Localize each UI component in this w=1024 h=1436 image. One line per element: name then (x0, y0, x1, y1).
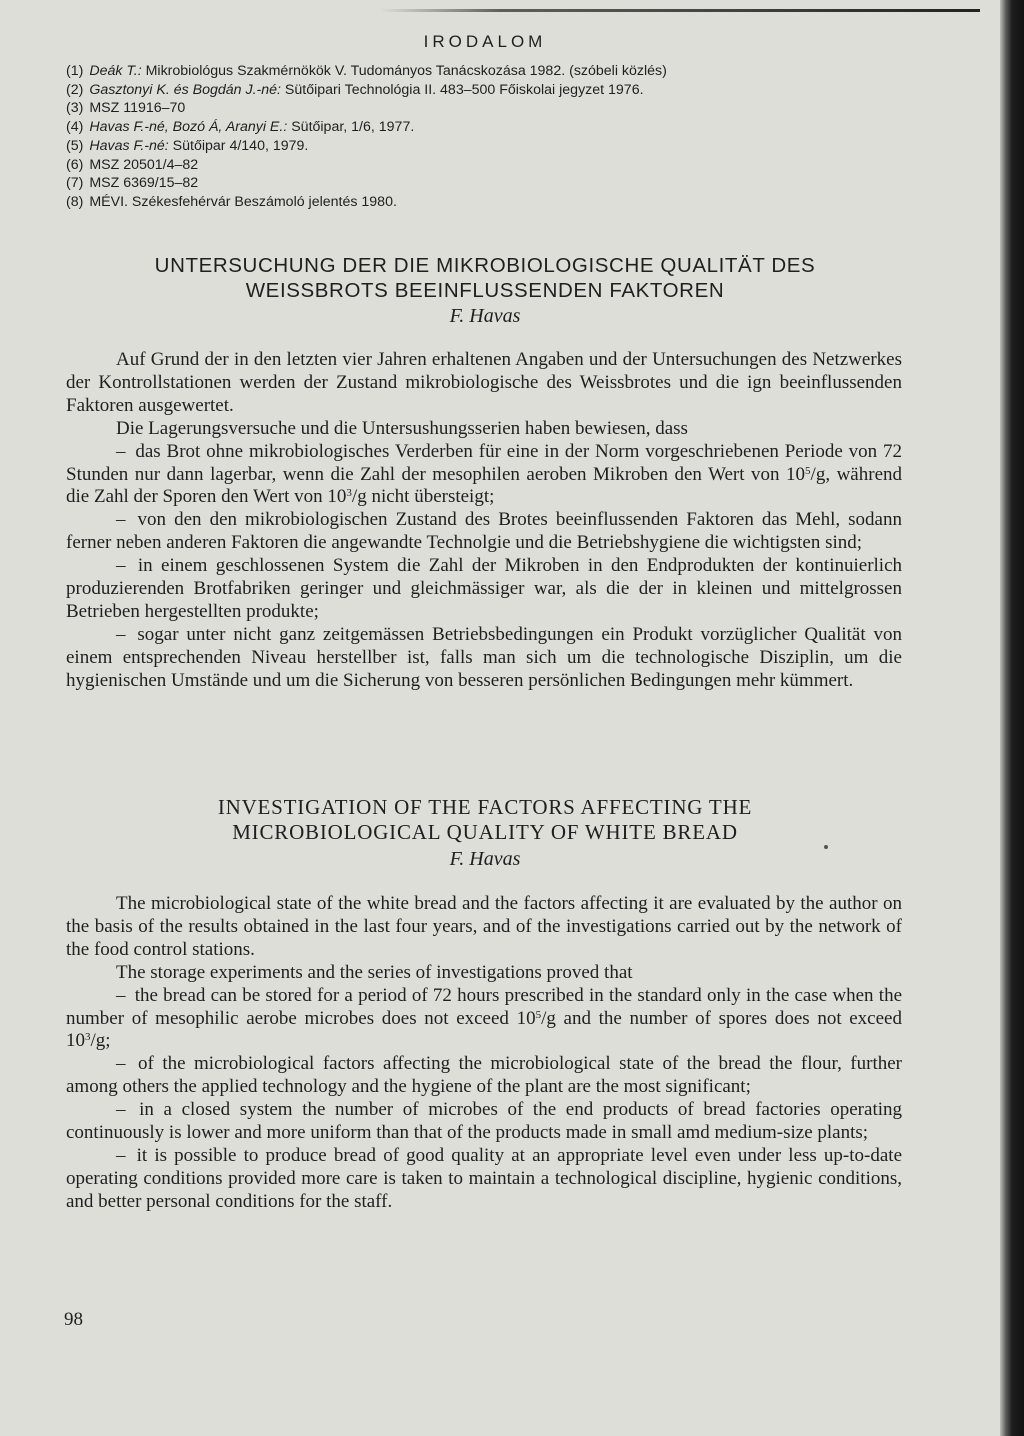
english-item-2: – of the microbiological factors affecting the microbiological state of the bread the flour, further among others the applied technology and the hygiene of the plant are the most significant; (66, 1053, 903, 1098)
reference-item: (6) MSZ 20501/4–82 (66, 156, 199, 173)
english-lead: The storage experiments and the series of investigations proved that (116, 961, 633, 983)
english-item-3: – in a closed system the number of microbes of the end products of bread factories operating continuously is lower and more uniform than that of the products made in small amd medium-size plants; (66, 1099, 902, 1144)
german-abstract-body (66, 349, 902, 693)
binding-edge (1000, 0, 1024, 1436)
german-item-2: – von den den mikrobiologischen Zustand des Brotes beeinflussenden Faktoren das Mehl, sodann ferner neben anderen Faktoren die angewandte Technolgie und die Betriebshygiene die wichtigsten sind; (66, 509, 902, 554)
german-abstract-title: UNTERSUCHUNG DER DIE MIKROBIOLOGISCHE QUALITÄT DES WEISSBROTS BEEINFLUSSENDEN FAKTOREN (154, 254, 816, 302)
reference-item: (2) Gasztonyi K. és Bogdán J.-né: Sütőipari Technológia II. 483–500 Főiskolai jegyzet 1976. (66, 81, 644, 98)
reference-item: (7) MSZ 6369/15–82 (66, 175, 199, 192)
references-heading: IRODALOM (423, 32, 547, 51)
german-author: F. Havas (449, 305, 521, 327)
english-item-1: – the bread can be stored for a period of 72 hours prescribed in the standard only in the case when the number of mesophilic aerobe microbes does not exceed $10^5/g$ and the number of spores does not exceed $10^3/g$; (66, 984, 903, 1052)
german-intro: Auf Grund der in den letzten vier Jahren erhaltenen Angaben und der Untersuchungen des Netzwerkes der Kontrollstationen werden der Zustand mikrobiologische des Weissbrotes und die ign beeinflussenden Faktoren ausgewertet. (66, 349, 902, 416)
english-item-4: – it is possible to produce bread of good quality at an appropriate level even under less up-to-date operating conditions provided more care is taken to maintain a technological discipline, hygienic conditions, and better personal conditions for the staff. (66, 1144, 903, 1212)
reference-item: (3) MSZ 11916–70 (66, 100, 186, 117)
english-abstract-body (66, 893, 902, 1214)
reference-list (66, 62, 946, 212)
german-item-4: – sogar unter nicht ganz zeitgemässen Betriebsbedingungen ein Produkt vorzüglicher Qualität von einem entsprechenden Niveau herstellber ist, falls man sich um die technologische Disziplin, um die hygienischen Umstände und um die Sicherung von besseren persönlichen Bedingungen mehr kümmert. (66, 623, 902, 691)
top-rule (380, 9, 980, 12)
page-number: 98 (64, 1309, 83, 1330)
scan-speck (824, 845, 828, 849)
reference-item: (5) Havas F.-né: Sütőipar 4/140, 1979. (66, 137, 309, 154)
english-intro: The microbiological state of the white bread and the factors affecting it are evaluated by the author on the basis of the results obtained in the last four years, and of the investigations carried out by the network of the food control stations. (66, 893, 902, 960)
german-lead: Die Lagerungsversuche und die Untersushungsserien haben bewiesen, dass (116, 417, 688, 439)
reference-item: (4) Havas F.-né, Bozó Á, Aranyi E.: Sütőipar, 1/6, 1977. (66, 119, 415, 136)
reference-item: (1) Deák T.: Mikrobiológus Szakmérnökök V. Tudományos Tanácskozása 1982. (szóbeli közlés) (66, 63, 667, 79)
english-author: F. Havas (449, 848, 521, 870)
reference-item: (8) MÉVI. Székesfehérvár Beszámoló jelentés 1980. (66, 193, 397, 210)
german-item-3: – in einem geschlossenen System die Zahl der Mikroben in den Endprodukten der kontinuierlich produzierenden Brotfabriken geringer und gleichmässiger war, als die der in kleinen und mittelgrossen Betrieben hergestellten produkte; (66, 555, 903, 622)
german-item-1: – das Brot ohne mikrobiologisches Verderben für eine in der Norm vorgeschriebenen Periode von 72 Stunden nur dann lagerbar, wenn die Zahl der mesophilen aeroben Mikroben den Wert von $10^5/g$, während die Zahl der Sporen den Wert von $10^3/g$ nicht übersteigt; (66, 440, 902, 508)
english-abstract-title: INVESTIGATION OF THE FACTORS AFFECTING THE MICROBIOLOGICAL QUALITY OF WHITE BREAD (217, 795, 753, 844)
